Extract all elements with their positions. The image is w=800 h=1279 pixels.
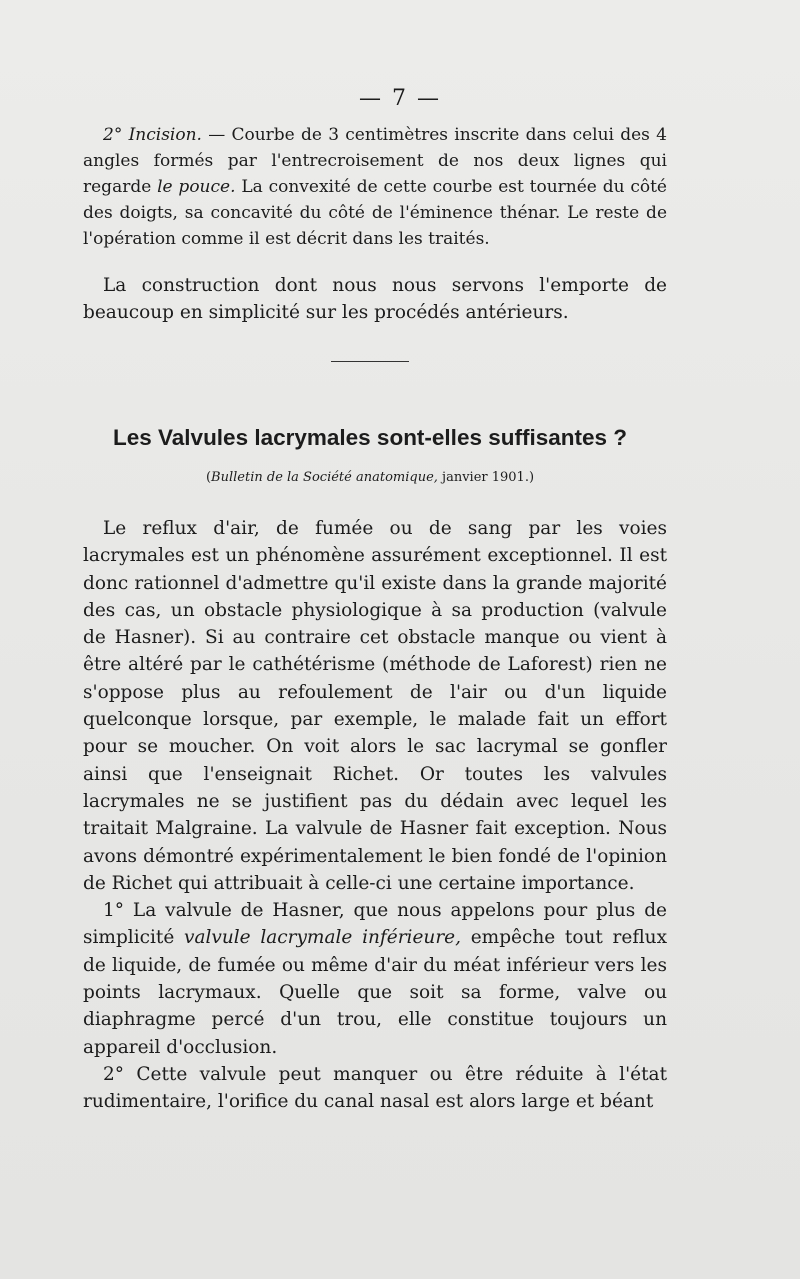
incision-label: 2° Incision. — [103, 125, 202, 145]
incision-italic: le pouce. — [157, 177, 236, 197]
article-paragraph-1: Le reflux d'air, de fumée ou de sang par les voies lacrymales est un phénomène assurément exceptionnel. Il est donc rationnel d'admettre qu'il existe dans la grande majorité des cas, un obstacle physiologique à sa production (valvule de Hasner). Si au contraire cet obstacle manque ou vient à être altéré par le cathétérisme (méthode de Laforest) rien ne s'oppose plus au refoulement de l'air ou d'un liquide quelconque lorsque, par exemple, le malade fait un effort pour se moucher. On voit alors le sac lacrymal se gonfler ainsi que l'enseignait Richet. Or toutes les valvules lacrymales ne se justifient pas du dédain avec lequel les traitait Malgraine. La valvule de Hasner fait exception. Nous avons démontré expérimentalement le bien fondé de l'opinion de Richet qui attribuait à celle-ci une certaine importance. — [83, 518, 667, 894]
page-number: — 7 — — [359, 86, 441, 111]
section-divider — [331, 361, 409, 362]
article-paragraph-3: 2° Cette valvule peut manquer ou être réduite à l'état rudimentaire, l'orifice du canal nasal est alors large et béant — [83, 1063, 667, 1113]
article-body — [83, 515, 667, 1116]
incision-section — [83, 122, 667, 252]
article-title: Les Valvules lacrymales sont-elles suffisantes ? — [113, 425, 627, 450]
article-citation: (Bulletin de la Société anatomique, janvier 1901.) — [205, 470, 535, 485]
article-paragraph-2: 1° La valvule de Hasner, que nous appelons pour plus de simplicité valvule lacrymale inférieure, empêche tout reflux de liquide, de fumée ou même d'air du méat inférieur vers les points lacrymaux. Quelle que soit sa forme, valve ou diaphragme percé d'un trou, elle constitue toujours un appareil d'occlusion. — [83, 900, 668, 1058]
construction-paragraph: La construction dont nous nous servons l'emporte de beaucoup en simplicité sur les procédés antérieurs. — [83, 275, 667, 324]
incision-paragraph: 2° Incision. — Courbe de 3 centimètres inscrite dans celui des 4 angles formés par l'entrecroisement de nos deux lignes qui regarde le pouce. La convexité de cette courbe est tournée du côté des doigts, sa concavité du côté de l'éminence thénar. Le reste de l'opération comme il est décrit dans les traités. — [83, 125, 667, 249]
construction-section — [83, 272, 667, 327]
